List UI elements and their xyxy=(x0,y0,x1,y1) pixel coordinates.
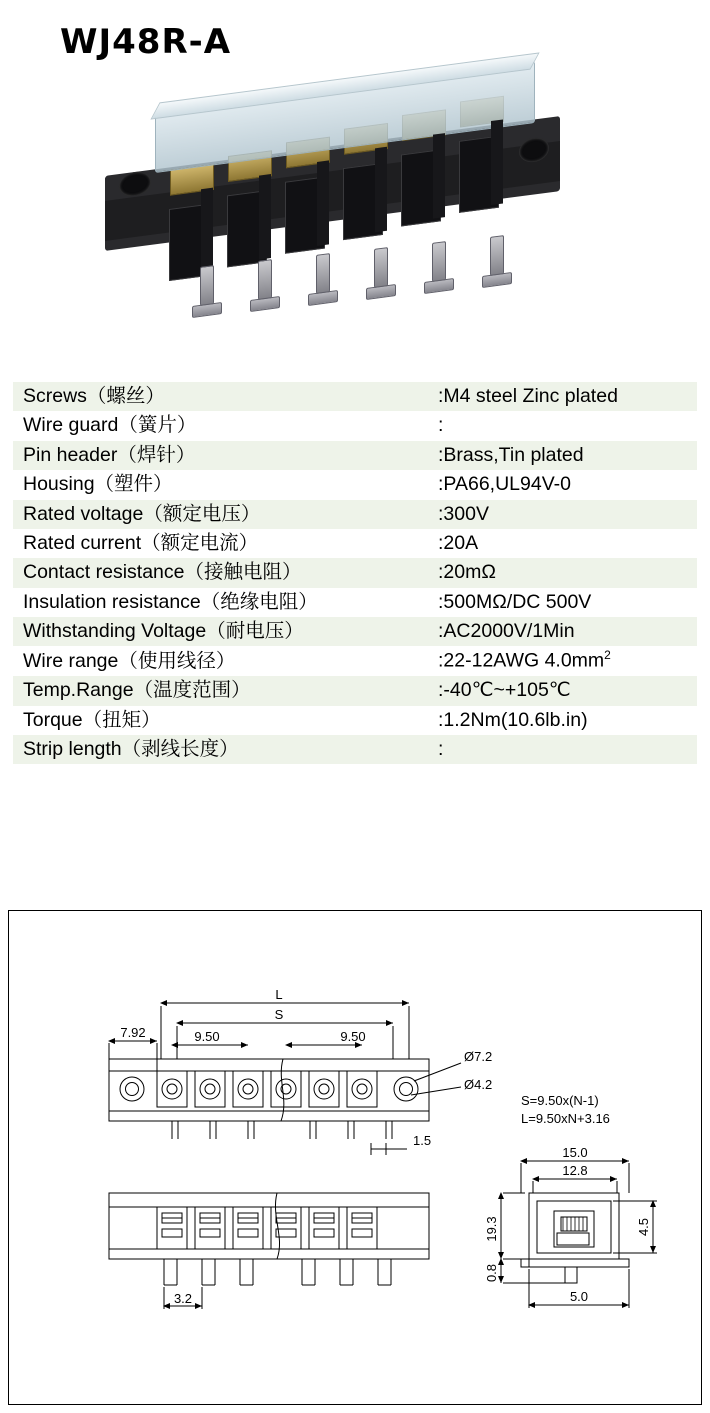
product-photo-stage xyxy=(95,76,595,366)
dim-label-depth: 5.0 xyxy=(569,1289,589,1304)
table-row xyxy=(13,735,697,764)
dim-label-width-outer: 15.0 xyxy=(562,1145,588,1160)
specification-table xyxy=(13,382,697,764)
dim-label-height-right: 4.5 xyxy=(636,1217,651,1237)
spec-value-superscript: 2 xyxy=(604,648,611,663)
drawing-top-view xyxy=(109,1059,461,1139)
spec-key: Pin header（焊针） xyxy=(13,441,428,470)
spec-value: :300V xyxy=(428,500,697,529)
spec-value: :PA66,UL94V-0 xyxy=(438,473,571,496)
dim-label-L: L xyxy=(275,987,283,1002)
table-row xyxy=(13,558,697,587)
spec-value xyxy=(428,646,697,676)
spec-value: :1.2Nm(10.6lb.in) xyxy=(438,708,588,731)
technical-drawing-svg xyxy=(9,911,701,1404)
spec-value: :Brass,Tin plated xyxy=(428,441,697,470)
spec-value: :500MΩ/DC 500V xyxy=(438,590,592,613)
dim-side-width-inner xyxy=(533,1179,617,1193)
drawing-side-view xyxy=(521,1193,629,1283)
spec-value: : xyxy=(438,414,444,437)
spec-key: Rated voltage（额定电压） xyxy=(13,500,428,529)
dim-label-width-inner: 12.8 xyxy=(562,1163,588,1178)
dim-label-S: S xyxy=(274,1007,284,1022)
dim-label-pin-pitch: 3.2 xyxy=(173,1291,193,1306)
dim-label-pin-width: 1.5 xyxy=(413,1133,432,1148)
table-row xyxy=(13,529,697,558)
table-row xyxy=(13,588,697,617)
spec-value: :M4 steel Zinc plated xyxy=(428,382,697,411)
dim-side-height-total xyxy=(501,1193,525,1259)
dim-pin-width xyxy=(371,1143,407,1155)
spec-key: Insulation resistance（绝缘电阻） xyxy=(23,590,318,613)
dim-label-pitch-left: 9.50 xyxy=(194,1029,220,1044)
spec-key: Wire range（使用线径） xyxy=(23,649,236,672)
table-row xyxy=(13,706,697,735)
dim-label-height-base: 0.8 xyxy=(484,1263,499,1283)
spec-key: Strip length（剥线长度） xyxy=(13,735,428,764)
table-row xyxy=(13,676,697,705)
dim-label-edge: 7.92 xyxy=(120,1025,146,1040)
table-row xyxy=(13,441,697,470)
table-row xyxy=(13,382,697,411)
table-row xyxy=(13,500,697,529)
spec-value: : xyxy=(428,735,697,764)
spec-key: Wire guard（簧片） xyxy=(23,414,197,437)
spec-value: :-40℃~+105℃ xyxy=(428,676,697,705)
spec-key: Screws（螺丝） xyxy=(13,382,428,411)
spec-key: Contact resistance（接触电阻） xyxy=(13,558,428,587)
spec-value: :AC2000V/1Min xyxy=(428,617,697,646)
spec-value-text: :22-12AWG 4.0mm xyxy=(438,649,605,672)
table-row xyxy=(13,470,697,499)
spec-value: :20A xyxy=(438,531,479,554)
formula-line-2: L=9.50xN+3.16 xyxy=(521,1111,610,1126)
spec-key: Torque（扭矩） xyxy=(23,708,161,731)
drawing-front-view xyxy=(109,1193,429,1285)
technical-drawing-panel xyxy=(8,910,702,1405)
spec-key: Withstanding Voltage（耐电压） xyxy=(13,617,428,646)
spec-value: :20mΩ xyxy=(428,558,697,587)
spec-key: Housing（塑件） xyxy=(23,473,173,496)
formula-line-1: S=9.50x(N-1) xyxy=(521,1093,599,1108)
page-title: WJ48R-A xyxy=(60,22,232,62)
solder-pins xyxy=(190,226,570,316)
table-row xyxy=(13,411,697,440)
spec-key: Rated current（额定电流） xyxy=(23,531,259,554)
spec-key: Temp.Range（温度范围） xyxy=(13,676,428,705)
dim-label-height-total: 19.3 xyxy=(484,1216,499,1242)
product-photo xyxy=(0,68,710,368)
table-row xyxy=(13,646,697,676)
dim-label-hole-big: Ø7.2 xyxy=(464,1049,493,1064)
dim-label-hole-small: Ø4.2 xyxy=(464,1077,493,1092)
dim-label-pitch-right: 9.50 xyxy=(340,1029,366,1044)
table-row xyxy=(13,617,697,646)
